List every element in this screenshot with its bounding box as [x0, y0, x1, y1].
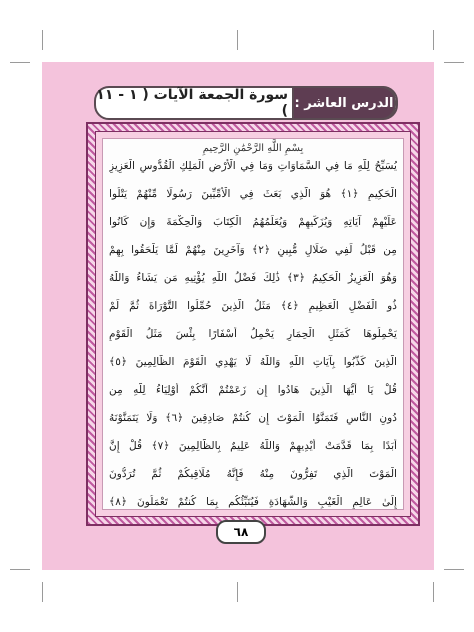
- verse-line: دُونِ النَّاسِ فَتَمَنَّوُا الْمَوْتَ إِن كُنتُمْ صَادِقِينَ ﴿٦﴾ وَلَا يَتَمَنَّوْنَهُ: [109, 412, 397, 424]
- crop-mark: [237, 582, 238, 602]
- page-number: ٦٨: [216, 520, 266, 544]
- verse-line: الْحَكِيمِ ﴿١﴾ هُوَ الَّذِي بَعَثَ فِي الْأُمِّيِّينَ رَسُولًا مِّنْهُمْ يَتْلُوا: [109, 188, 397, 200]
- crop-mark: [444, 569, 464, 570]
- lesson-header: [94, 86, 398, 120]
- crop-mark: [444, 62, 464, 63]
- verse-text-panel: [102, 138, 404, 510]
- crop-mark: [42, 582, 43, 602]
- verse-line: قُلْ يَا أَيُّهَا الَّذِينَ هَادُوا إِن زَعَمْتُمْ أَنَّكُمْ أَوْلِيَاءُ لِلَّهِ مِن: [109, 384, 397, 396]
- ornamental-frame: [86, 122, 420, 526]
- basmala: بِسْمِ اللَّهِ الرَّحْمَٰنِ الرَّحِيمِ: [202, 143, 304, 154]
- crop-mark: [433, 30, 434, 50]
- verse-line: ذُو الْفَضْلِ الْعَظِيمِ ﴿٤﴾ مَثَلُ الَّذِينَ حُمِّلُوا التَّوْرَاةَ ثُمَّ لَمْ: [109, 300, 397, 312]
- frame-inner-border: [95, 131, 411, 517]
- verse-line: إِلَىٰ عَالِمِ الْغَيْبِ وَالشَّهَادَةِ فَيُنَبِّئُكُم بِمَا كُنتُمْ تَعْمَلُونَ ﴿٨﴾: [109, 496, 397, 508]
- crop-mark: [433, 582, 434, 602]
- crop-mark: [42, 30, 43, 50]
- verse-line: أَبَدًا بِمَا قَدَّمَتْ أَيْدِيهِمْ وَاللَّهُ عَلِيمٌ بِالظَّالِمِينَ ﴿٧﴾ قُلْ إِنَّ: [109, 440, 397, 452]
- verse-line: الْمَوْتَ الَّذِي تَفِرُّونَ مِنْهُ فَإِنَّهُ مُلَاقِيكُمْ ثُمَّ تُرَدُّونَ: [109, 468, 397, 480]
- crop-mark: [237, 30, 238, 50]
- verse-line: يَحْمِلُوهَا كَمَثَلِ الْحِمَارِ يَحْمِلُ أَسْفَارًا بِئْسَ مَثَلُ الْقَوْمِ: [109, 328, 397, 340]
- verse-line: وَهُوَ الْعَزِيزُ الْحَكِيمُ ﴿٣﴾ ذَٰلِكَ فَضْلُ اللَّهِ يُؤْتِيهِ مَن يَشَاءُ وَاللَّهُ: [109, 272, 397, 284]
- surah-title: سورة الجمعة الآيات ( ١ - ١١ ): [96, 87, 288, 119]
- lesson-label: الدرس العاشر :: [292, 86, 396, 120]
- crop-mark: [10, 62, 30, 63]
- verse-line: مِن قَبْلُ لَفِي ضَلَالٍ مُّبِينٍ ﴿٢﴾ وَآخَرِينَ مِنْهُمْ لَمَّا يَلْحَقُوا بِهِمْ: [109, 244, 397, 256]
- crop-mark: [10, 569, 30, 570]
- verse-line: يُسَبِّحُ لِلَّهِ مَا فِي السَّمَاوَاتِ وَمَا فِي الْأَرْضِ الْمَلِكِ الْقُدُّوسِ الْعَزِيزِ: [109, 160, 397, 172]
- verse-line: عَلَيْهِمْ آيَاتِهِ وَيُزَكِّيهِمْ وَيُعَلِّمُهُمُ الْكِتَابَ وَالْحِكْمَةَ وَإِن كَانُوا: [109, 216, 397, 228]
- verse-line: الَّذِينَ كَذَّبُوا بِآيَاتِ اللَّهِ وَاللَّهُ لَا يَهْدِي الْقَوْمَ الظَّالِمِينَ ﴿٥﴾: [109, 356, 397, 368]
